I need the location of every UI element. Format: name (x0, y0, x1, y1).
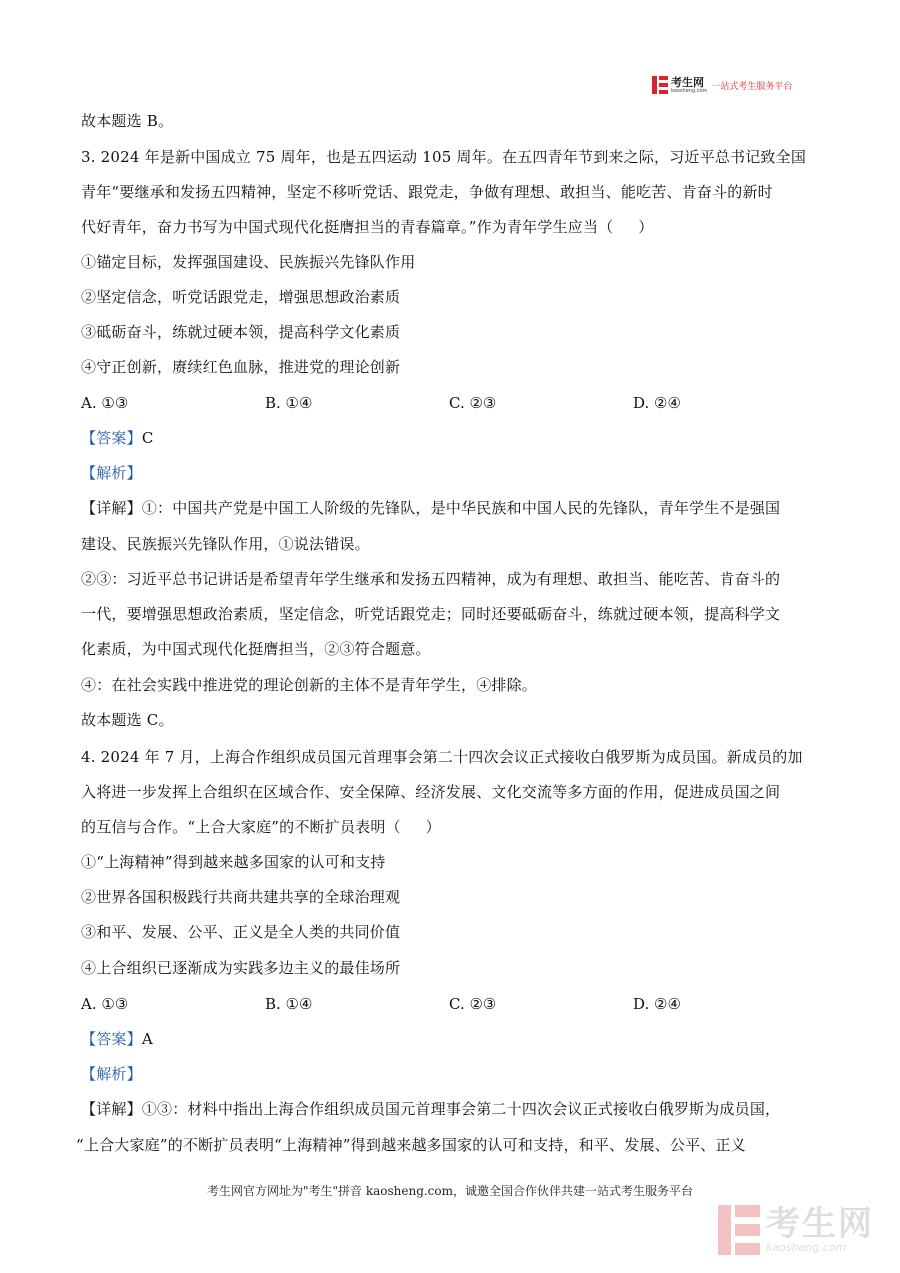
q3-detail (81, 498, 780, 518)
q4-detail (81, 1099, 780, 1119)
q3-analysis-tag: 【解析】 (81, 464, 142, 482)
text-line: 青年“要继承和发扬五四精神，坚定不移听党话、跟党走，争做有理想、敢担当、能吃苦、肯奋斗的新时 (81, 183, 773, 201)
q3-option-c: C. ②③ (449, 394, 497, 412)
header-logo[interactable] (652, 74, 792, 96)
statement-4: ④上合组织已逐渐成为实践多边主义的最佳场所 (81, 959, 401, 977)
q3-answer (81, 428, 154, 448)
question-3-stem: 3. 2024 年是新中国成立 75 周年，也是五四运动 105 周年。在五四青年节到来之际，习近平总书记致全国 (81, 148, 807, 166)
statement-3: ③和平、发展、公平、正义是全人类的共同价值 (81, 923, 401, 941)
q4-option-d: D. ②④ (633, 995, 681, 1013)
kaosheng-logo-icon (652, 76, 668, 94)
text-line: 化素质，为中国式现代化挺膺担当，②③符合题意。 (81, 640, 431, 658)
q4-option-b: B. ①④ (265, 995, 313, 1013)
answer-value: C (141, 429, 154, 447)
statement-2: ②坚定信念，听党话跟党走，增强思想政治素质 (81, 288, 401, 306)
footer-note: 考生网官方网址为"考生"拼音 kaosheng.com，诚邀全国合作伙伴共建一站式考生服务平台 (206, 1184, 694, 1198)
detail-text: ①：中国共产党是中国工人阶级的先锋队，是中华民族和中国人民的先锋队，青年学生不是强国 (141, 499, 781, 517)
header-slogan: 一站式考生服务平台 (711, 81, 793, 92)
statement-1: ①锚定目标，发挥强国建设、民族振兴先锋队作用 (81, 253, 416, 271)
detail-text: ①③：材料中指出上海合作组织成员国元首理事会第二十四次会议正式接收白俄罗斯为成员国， (141, 1100, 781, 1118)
text-line: 的互信与合作。“上合大家庭”的不断扩员表明（ ） (81, 818, 441, 836)
text-line: 入将进一步发挥上合组织在区域合作、安全保障、经济发展、文化交流等多方面的作用，促进成员国之间 (81, 783, 781, 801)
text-line: ④：在社会实践中推进党的理论创新的主体不是青年学生，④排除。 (81, 676, 538, 694)
text-line: 一代，要增强思想政治素质，坚定信念，听党话跟党走；同时还要砥砺奋斗，练就过硬本领，提高科学文 (81, 605, 781, 623)
text-line: 代好青年，奋力书写为中国式现代化挺膺担当的青春篇章。”作为青年学生应当（ ） (81, 218, 654, 236)
logo-name: 考生网 (671, 75, 704, 89)
text-line: ②③：习近平总书记讲话是希望青年学生继承和发扬五四精神，成为有理想、敢担当、能吃苦、肯奋斗的 (81, 570, 781, 588)
q3-option-a: A. ①③ (81, 394, 129, 412)
answer-tag: 【答案】 (81, 1030, 142, 1048)
q4-option-a: A. ①③ (81, 995, 129, 1013)
text-line: 建设、民族振兴先锋队作用，①说法错误。 (81, 535, 370, 553)
logo-url: kaosheng.com (671, 87, 708, 94)
statement-2: ②世界各国积极践行共商共建共享的全球治理观 (81, 888, 401, 906)
watermark-name: 考生网 (766, 1203, 874, 1244)
answer-value: A (141, 1030, 153, 1048)
kaosheng-watermark-icon (718, 1205, 760, 1255)
q4-analysis-tag: 【解析】 (81, 1065, 142, 1083)
watermark-logo (718, 1200, 883, 1260)
answer-tag: 【答案】 (81, 429, 142, 447)
text-line: 故本题选 C。 (81, 711, 174, 729)
statement-3: ③砥砺奋斗，练就过硬本领，提高科学文化素质 (81, 323, 401, 341)
detail-tag: 【详解】 (81, 1100, 142, 1118)
text-line: 故本题选 B。 (81, 112, 174, 130)
detail-tag: 【详解】 (81, 499, 142, 517)
q3-option-b: B. ①④ (265, 394, 313, 412)
question-4-stem: 4. 2024 年 7 月，上海合作组织成员国元首理事会第二十四次会议正式接收白俄罗斯为成员国。新成员的加 (81, 748, 803, 766)
statement-4: ④守正创新，赓续红色血脉，推进党的理论创新 (81, 358, 401, 376)
q4-answer (81, 1029, 153, 1049)
watermark-url: kaosheng.com (766, 1240, 847, 1254)
q3-option-d: D. ②④ (633, 394, 681, 412)
q4-option-c: C. ②③ (449, 995, 497, 1013)
text-line: “上合大家庭”的不断扩员表明“上海精神”得到越来越多国家的认可和支持，和平、发展、公平、正义 (76, 1136, 746, 1154)
statement-1: ①“上海精神”得到越来越多国家的认可和支持 (81, 853, 386, 871)
